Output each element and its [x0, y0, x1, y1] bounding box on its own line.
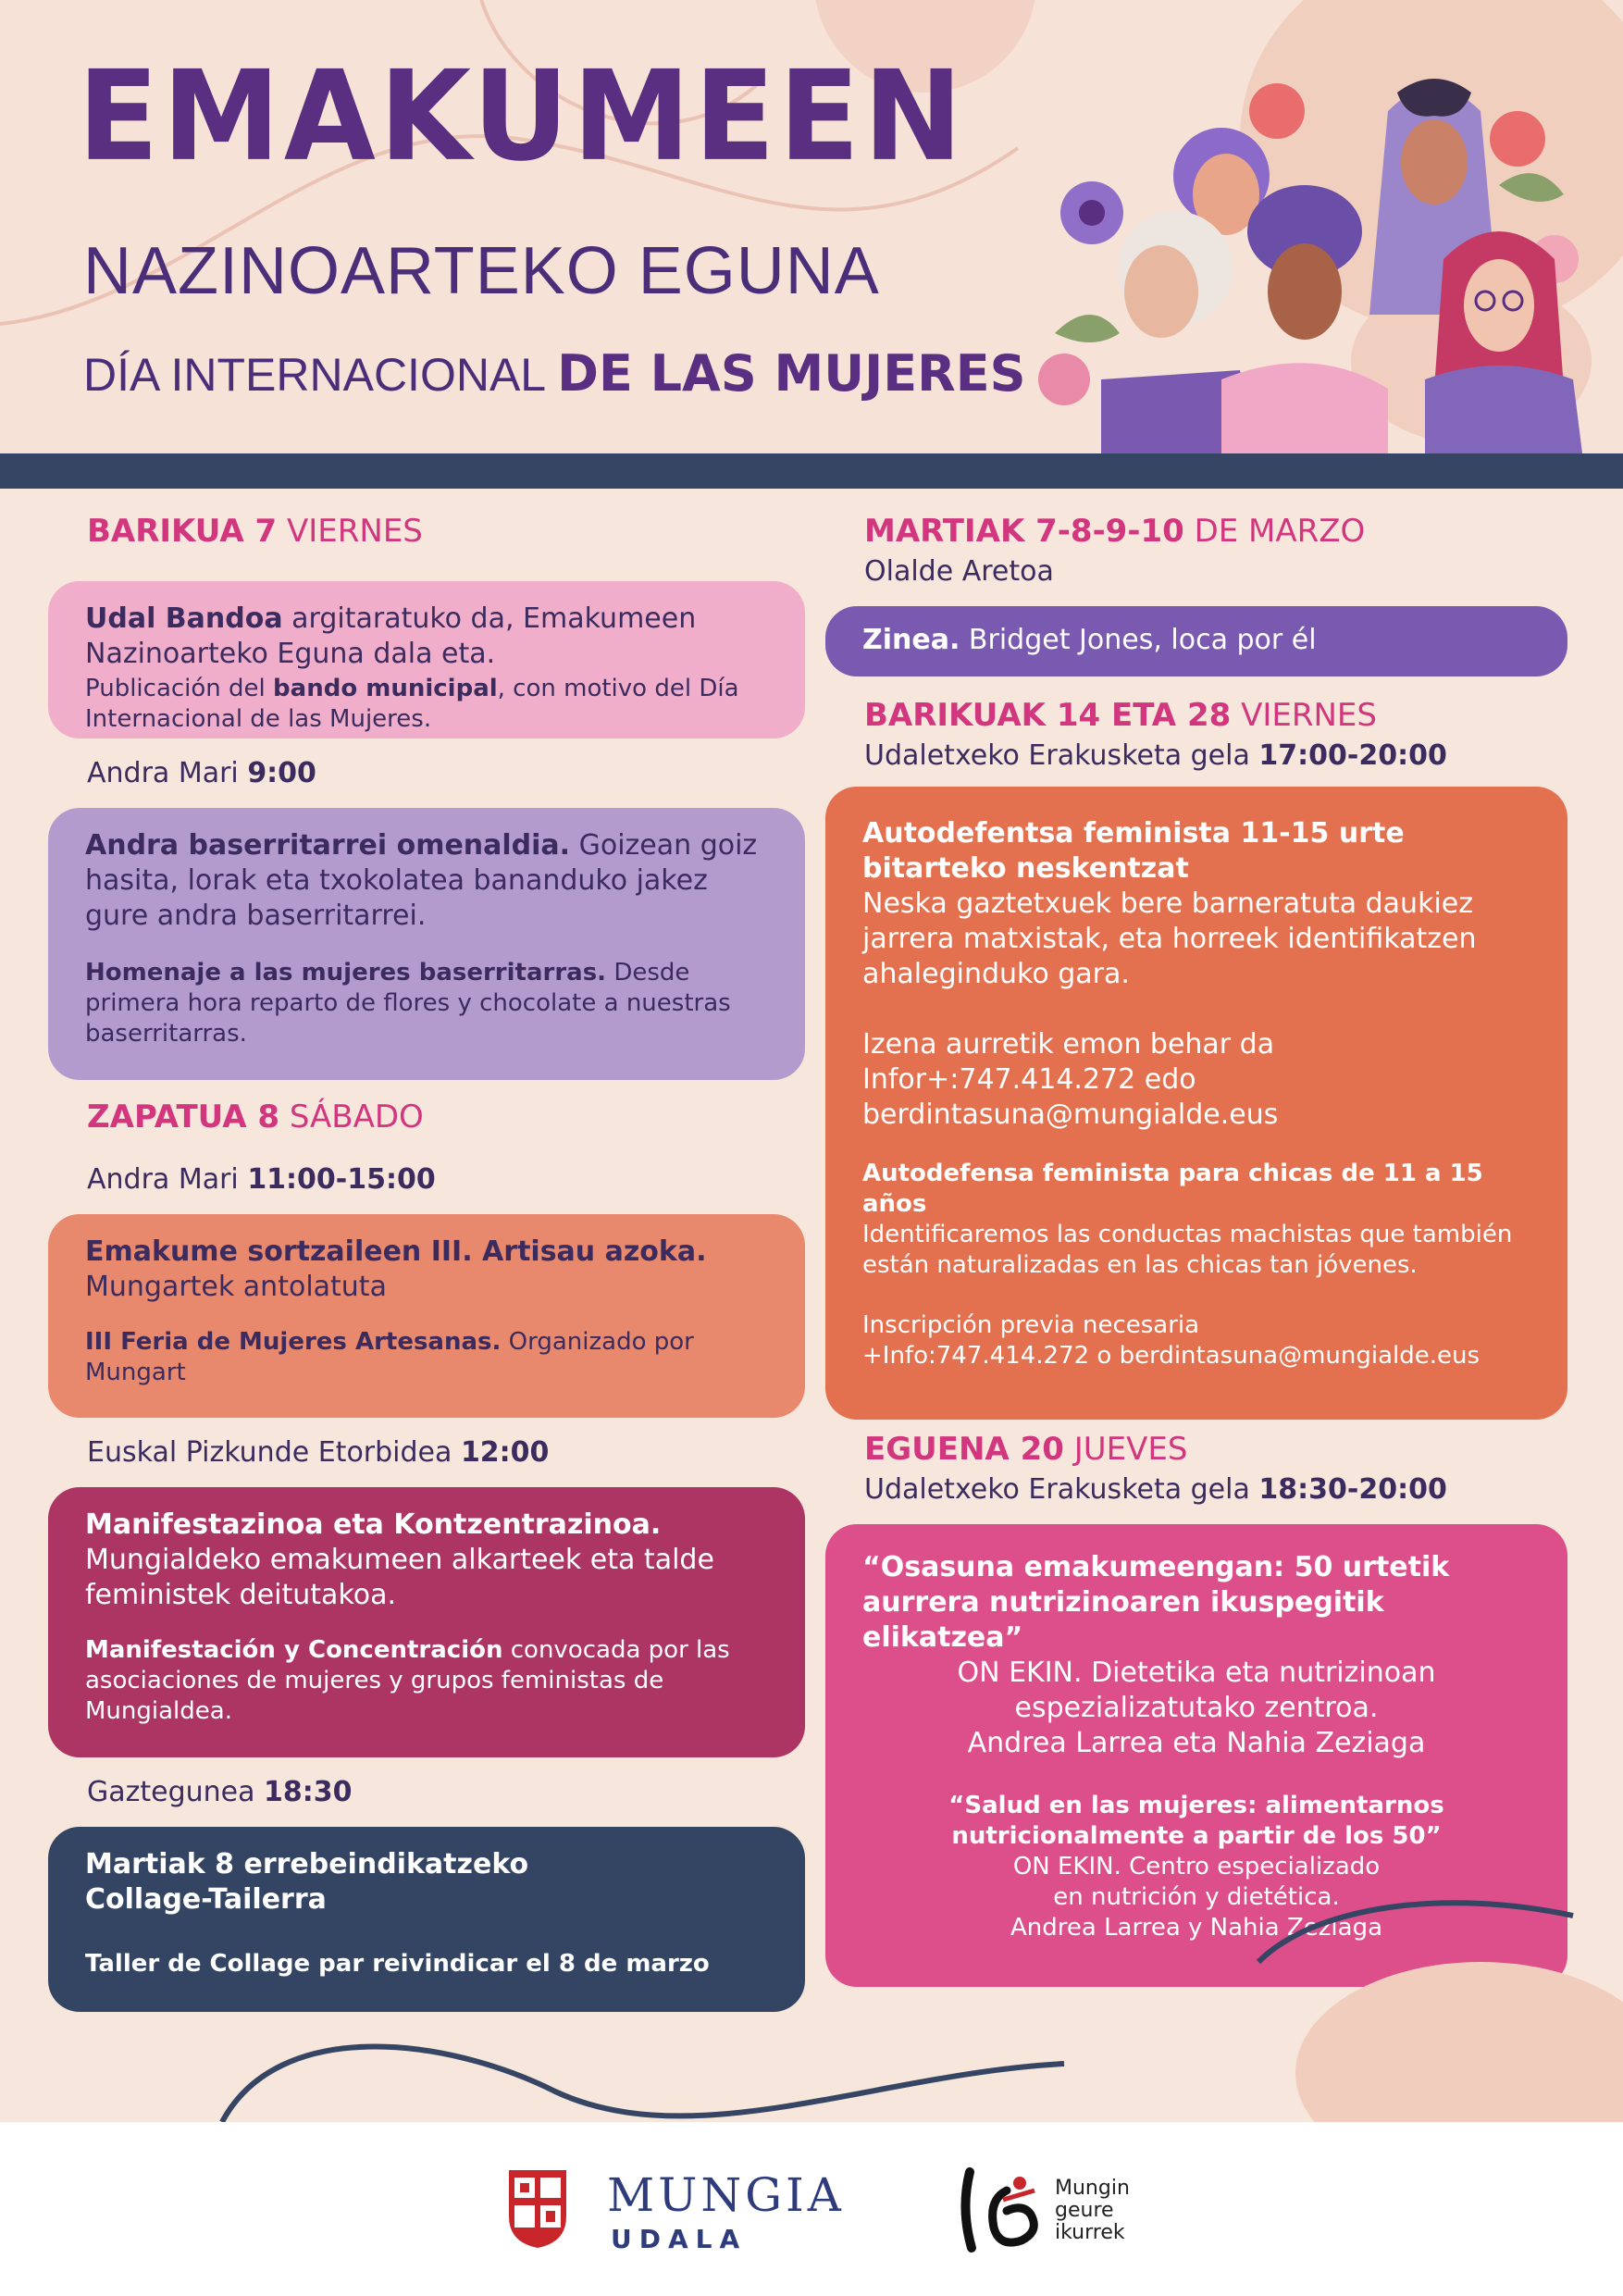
page-subtitle: NAZINOARTEKO EGUNA: [83, 234, 880, 308]
event-place-time: Andra Mari 9:00: [87, 757, 316, 789]
day-heading-friday-7: BARIKUA 7 VIERNES: [87, 513, 423, 550]
event-card-manifestazinoa: Manifestazinoa eta Kontzentrazinoa. Mungialdeko emakumeen alkarteek eta talde feministek deitutakoa. Manifestación y Concentración convocada por las asociaciones de mujeres y grupos feministas de Mungialdea.: [48, 1487, 805, 1757]
mungia-logo-name: MUNGIA: [607, 2168, 845, 2222]
decorative-curves-bottom: [0, 1888, 1623, 2122]
event-card-udal-bandoa: Udal Bandoa argitaratuko da, Emakumeen Nazinoarteko Eguna dala eta. Publicación del bando municipal, con motivo del Día Internacional de las Mujeres.: [48, 581, 805, 738]
header: [0, 0, 1623, 453]
mungin-geure-ikurrek-icon: [951, 2163, 1053, 2255]
women-illustration: [1036, 74, 1592, 453]
event-place: Olalde Aretoa: [864, 555, 1054, 588]
page-subtitle-spanish: DÍA INTERNACIONAL DE LAS MUJERES: [83, 344, 1026, 403]
event-place-time: Udaletxeko Erakusketa gela 18:30-20:00: [864, 1473, 1447, 1506]
day-heading-thursday-20: EGUENA 20 JUEVES: [864, 1431, 1188, 1468]
event-card-artisau-azoka: Emakume sortzaileen III. Artisau azoka. Mungartek antolatuta III Feria de Mujeres Artesanas. Organizado por Mungart: [48, 1214, 805, 1418]
event-place-time: Andra Mari 11:00-15:00: [87, 1163, 436, 1196]
day-heading-saturday-8: ZAPATUA 8 SÁBADO: [87, 1098, 424, 1136]
day-heading-march: MARTIAK 7-8-9-10 DE MARZO: [864, 513, 1366, 550]
mungin-geure-ikurrek-text: Mungin geure ikurrek: [1055, 2177, 1130, 2244]
mungia-logo-udala: UDALA: [611, 2224, 748, 2254]
mungia-shield-icon: [507, 2168, 568, 2250]
event-card-omenaldia: Andra baserritarrei omenaldia. Goizean goiz hasita, lorak eta txokolatea bananduko jakez gure andra baserritarrei. Homenaje a las mujeres baserritarras. Desde primera hora reparto de flores y chocolate a nuestras baserritarras.: [48, 808, 805, 1080]
event-place-time: Udaletxeko Erakusketa gela 17:00-20:00: [864, 739, 1447, 772]
event-card-zinea: Zinea. Bridget Jones, loca por él: [825, 606, 1567, 676]
day-heading-fridays-14-28: BARIKUAK 14 ETA 28 VIERNES: [864, 697, 1377, 734]
page-title: EMAKUMEEN: [78, 44, 967, 190]
header-divider: [0, 453, 1623, 489]
left-column: [48, 509, 805, 2012]
event-card-collage-tailerra: Martiak 8 errebeindikatzeko Collage-Tailerra Taller de Collage par reivindicar el 8 de marzo: [48, 1827, 805, 2012]
right-column: [825, 509, 1567, 1987]
event-card-osasuna: “Osasuna emakumeengan: 50 urtetik aurrera nutrizinoaren ikuspegitik elikatzea” ON EKIN. Dietetika eta nutrizinoan espezializatutako zentroa. Andrea Larrea eta Nahia Zeziaga “Salud en las mujeres: alimentarnos nutricionalmente a partir de los 50” ON EKIN. Centro especializado en nutrición y dietética. Andrea Larrea y Nahia Zeziaga: [825, 1524, 1567, 1987]
event-card-autodefentsa: Autodefentsa feminista 11-15 urte bitarteko neskentzat Neska gaztetxuek bere barneratuta daukiez jarrera matxistak, eta horreek identifikatzen ahaleginduko gara. Izena aurretik emon behar da Infor+:747.414.272 edo berdintasuna@mungialde.eus Autodefensa feminista para chicas de 11 a 15 años Identificaremos las conductas machistas que también están naturalizadas en las chicas tan jóvenes. Inscripción previa necesaria +Info:747.414.272 o berdintasuna@mungialde.eus: [825, 787, 1567, 1420]
event-place-time: Euskal Pizkunde Etorbidea 12:00: [87, 1436, 550, 1469]
event-place-time: Gaztegunea 18:30: [87, 1776, 353, 1808]
footer: [0, 2122, 1623, 2296]
